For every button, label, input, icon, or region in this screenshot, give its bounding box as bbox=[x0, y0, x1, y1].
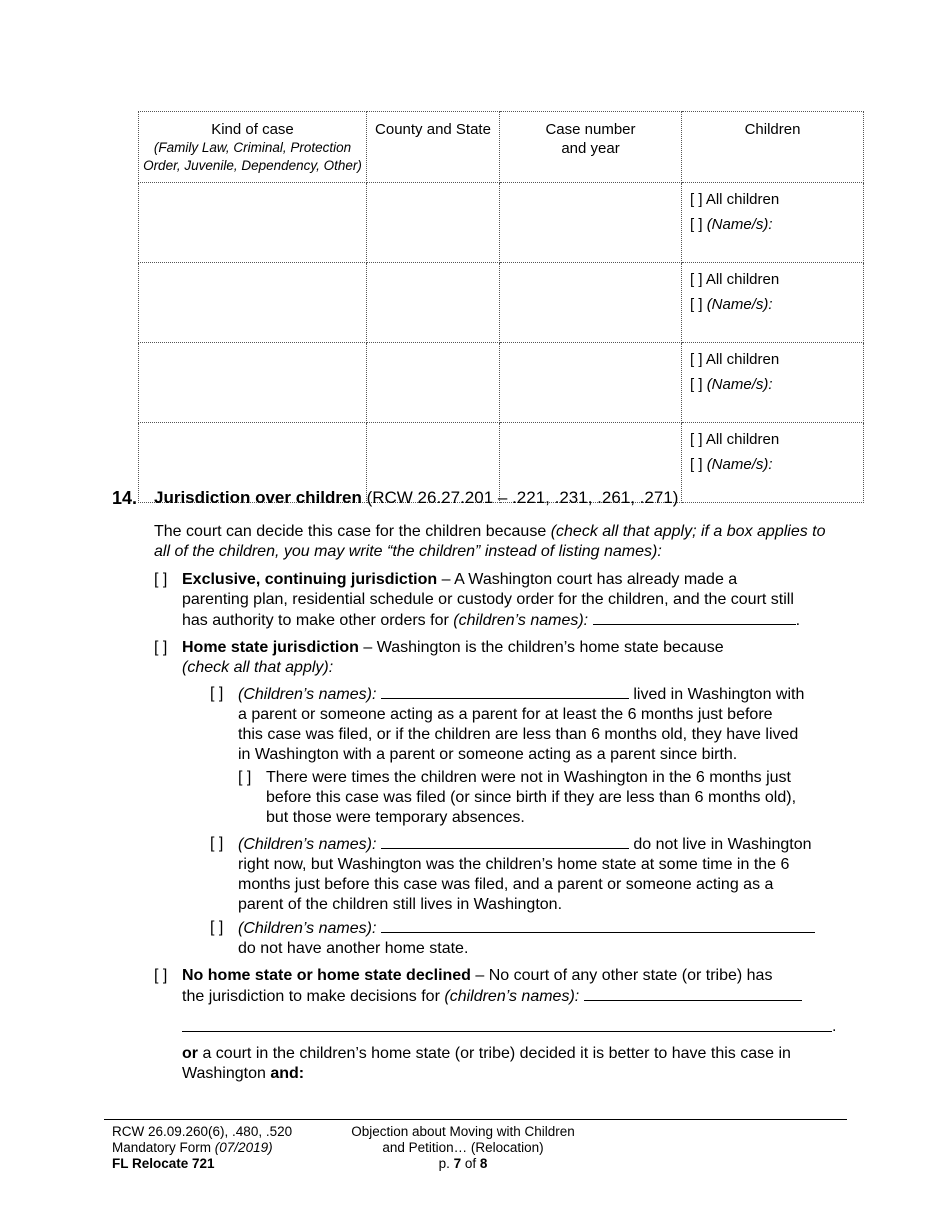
sub-line2: before this case was filed (or since birth if they are less than 6 months old), bbox=[266, 789, 797, 806]
opt3-names-label: (Children’s names): bbox=[238, 920, 377, 937]
cell-children bbox=[682, 423, 864, 503]
names-checkbox[interactable] bbox=[690, 292, 863, 317]
home-state-title: Home state jurisdiction bbox=[182, 639, 359, 656]
continuation-period: . bbox=[832, 1018, 837, 1035]
header-kind-sub: (Family Law, Criminal, Protection Order, Juvenile, Dependency, Other) bbox=[143, 140, 362, 173]
opt2-tail: do not live in Washington bbox=[633, 836, 812, 853]
cell-county[interactable] bbox=[367, 343, 500, 423]
all-children-checkbox[interactable]: [ ] All children bbox=[690, 271, 780, 288]
temporary-absence-text bbox=[266, 768, 846, 828]
declined-line1: a court in the children’s home state (or tribe) decided it is better to have this case in bbox=[202, 1045, 791, 1062]
opt1-line2: a parent or someone acting as a parent for at least the 6 months just before bbox=[238, 706, 773, 723]
opt3-names-field[interactable] bbox=[381, 918, 815, 933]
checkbox-box[interactable]: [ ] bbox=[690, 376, 703, 393]
no-home-line1: – No court of any other state (or tribe) has bbox=[475, 967, 773, 984]
cell-case-number[interactable] bbox=[500, 183, 682, 263]
names-label: (Name/s): bbox=[706, 216, 773, 233]
cell-children bbox=[682, 263, 864, 343]
footer-rcw: RCW 26.09.260(6), .480, .520 bbox=[112, 1124, 293, 1139]
footer-divider bbox=[104, 1119, 847, 1120]
checkbox-box[interactable]: [ ] bbox=[690, 456, 703, 473]
no-home-names-field[interactable] bbox=[584, 986, 802, 1001]
cell-county[interactable] bbox=[367, 263, 500, 343]
page-total: 8 bbox=[479, 1156, 488, 1171]
cell-kind[interactable] bbox=[139, 263, 367, 343]
footer-title-line1: Objection about Moving with Children bbox=[351, 1124, 575, 1139]
page-current: 7 bbox=[453, 1156, 462, 1171]
exclusive-line1: – A Washington court has already made a bbox=[441, 571, 738, 588]
names-label: (Name/s): bbox=[706, 456, 773, 473]
sub-line1: There were times the children were not in Washington in the 6 months just bbox=[266, 769, 791, 786]
checkbox-box[interactable]: [ ] bbox=[690, 216, 703, 233]
home-state-checkbox[interactable]: [ ] bbox=[154, 639, 168, 656]
table-row bbox=[139, 343, 864, 423]
no-home-title: No home state or home state declined bbox=[182, 967, 471, 984]
cell-case-number[interactable] bbox=[500, 263, 682, 343]
all-children-checkbox[interactable]: [ ] All children bbox=[690, 351, 780, 368]
no-home-names-label: (children’s names): bbox=[444, 988, 580, 1005]
footer-page-number bbox=[318, 1156, 608, 1172]
header-kind-of-case bbox=[139, 112, 367, 183]
footer-form-id: FL Relocate 721 bbox=[112, 1156, 215, 1171]
section-intro bbox=[154, 522, 844, 562]
cell-children bbox=[682, 183, 864, 263]
opt2-line3: months just before this case was filed, and a parent or someone acting as a bbox=[238, 876, 774, 893]
exclusive-names-label: (children’s names): bbox=[453, 612, 589, 629]
opt1-tail: lived in Washington with bbox=[633, 686, 805, 703]
exclusive-title: Exclusive, continuing jurisdiction bbox=[182, 571, 438, 588]
names-label: (Name/s): bbox=[706, 296, 773, 313]
names-checkbox[interactable] bbox=[690, 372, 863, 397]
home-state-line2: (check all that apply): bbox=[182, 659, 334, 676]
cell-case-number[interactable] bbox=[500, 343, 682, 423]
opt2-line2: right now, but Washington was the children’s home state at some time in the 6 bbox=[238, 856, 790, 873]
temporary-absence-checkbox[interactable]: [ ] bbox=[238, 769, 252, 786]
header-kind-label: Kind of case bbox=[211, 121, 294, 138]
footer-date: (07/2019) bbox=[214, 1140, 273, 1155]
exclusive-text: Exclusive, continuing jurisdiction – A Washington court has already made a parenting plan, residential schedule or custody order for the children, and the court still has authority to make other orders for (children’s names): . bbox=[182, 570, 842, 631]
all-children-checkbox[interactable]: [ ] All children bbox=[690, 431, 780, 448]
exclusive-checkbox[interactable]: [ ] bbox=[154, 571, 168, 588]
home-opt2-text bbox=[238, 834, 848, 915]
home-opt2-checkbox[interactable]: [ ] bbox=[210, 835, 224, 852]
section-title-bold: Jurisdiction over children bbox=[154, 488, 362, 507]
home-opt3-text bbox=[238, 918, 848, 959]
no-home-names-continuation-field[interactable] bbox=[182, 1031, 832, 1032]
page-prefix: p. bbox=[438, 1156, 450, 1171]
opt2-names-label: (Children’s names): bbox=[238, 836, 377, 853]
cell-kind[interactable] bbox=[139, 343, 367, 423]
names-label: (Name/s): bbox=[706, 376, 773, 393]
no-home-state-checkbox[interactable]: [ ] bbox=[154, 967, 168, 984]
home-opt3-checkbox[interactable]: [ ] bbox=[210, 919, 224, 936]
opt1-line3: this case was filed, or if the children are less than 6 months old, they have lived bbox=[238, 726, 799, 743]
names-checkbox[interactable] bbox=[690, 452, 863, 477]
no-home-line2: the jurisdiction to make decisions for bbox=[182, 988, 440, 1005]
declined-line2: Washington bbox=[182, 1065, 266, 1082]
exclusive-line2: parenting plan, residential schedule or custody order for the children, and the court still bbox=[182, 591, 794, 608]
no-home-state-text bbox=[182, 966, 842, 1007]
or-word: or bbox=[182, 1045, 198, 1062]
header-case-number: Case number and year bbox=[500, 112, 682, 183]
names-checkbox[interactable] bbox=[690, 212, 863, 237]
checkbox-box[interactable]: [ ] bbox=[690, 296, 703, 313]
home-state-text bbox=[182, 638, 842, 678]
home-opt1-text bbox=[238, 684, 848, 765]
opt1-names-label: (Children’s names): bbox=[238, 686, 377, 703]
opt3-line2: do not have another home state. bbox=[238, 940, 469, 957]
footer-title-line2: and Petition… (Relocation) bbox=[382, 1140, 544, 1155]
header-county-state: County and State bbox=[367, 112, 500, 183]
prior-cases-table bbox=[138, 111, 864, 503]
home-state-line1: – Washington is the children’s home state because bbox=[363, 639, 724, 656]
declined-text bbox=[182, 1044, 842, 1084]
table-header-row bbox=[139, 112, 864, 183]
page-of: of bbox=[464, 1156, 477, 1171]
and-word: and: bbox=[270, 1065, 305, 1082]
table-row bbox=[139, 263, 864, 343]
footer-left bbox=[112, 1124, 292, 1172]
opt2-names-field[interactable] bbox=[381, 834, 629, 849]
opt2-line4: parent of the children still lives in Washington. bbox=[238, 896, 563, 913]
cell-children bbox=[682, 343, 864, 423]
exclusive-line3: has authority to make other orders for bbox=[182, 612, 449, 629]
home-opt1-checkbox[interactable]: [ ] bbox=[210, 685, 224, 702]
sub-line3: but those were temporary absences. bbox=[266, 809, 525, 826]
footer-mandatory: Mandatory Form bbox=[112, 1140, 212, 1155]
exclusive-names-field[interactable] bbox=[593, 610, 796, 625]
intro-italic: (check all that apply; if a box applies to all of the children, you may write “the children” instead of listing names): bbox=[154, 523, 826, 560]
intro-plain: The court can decide this case for the children because bbox=[154, 523, 547, 540]
cell-kind[interactable] bbox=[139, 183, 367, 263]
section-title bbox=[154, 488, 678, 508]
all-children-checkbox[interactable]: [ ] All children bbox=[690, 191, 780, 208]
opt1-names-field[interactable] bbox=[381, 684, 629, 699]
section-number: 14. bbox=[112, 488, 138, 508]
table-row bbox=[139, 183, 864, 263]
header-children: Children bbox=[682, 112, 864, 183]
cell-county[interactable] bbox=[367, 183, 500, 263]
section-citation: (RCW 26.27.201 – .221, .231, .261, .271) bbox=[366, 488, 679, 507]
footer-center bbox=[318, 1124, 608, 1172]
opt1-line4: in Washington with a parent or someone acting as a parent since birth. bbox=[238, 746, 738, 763]
